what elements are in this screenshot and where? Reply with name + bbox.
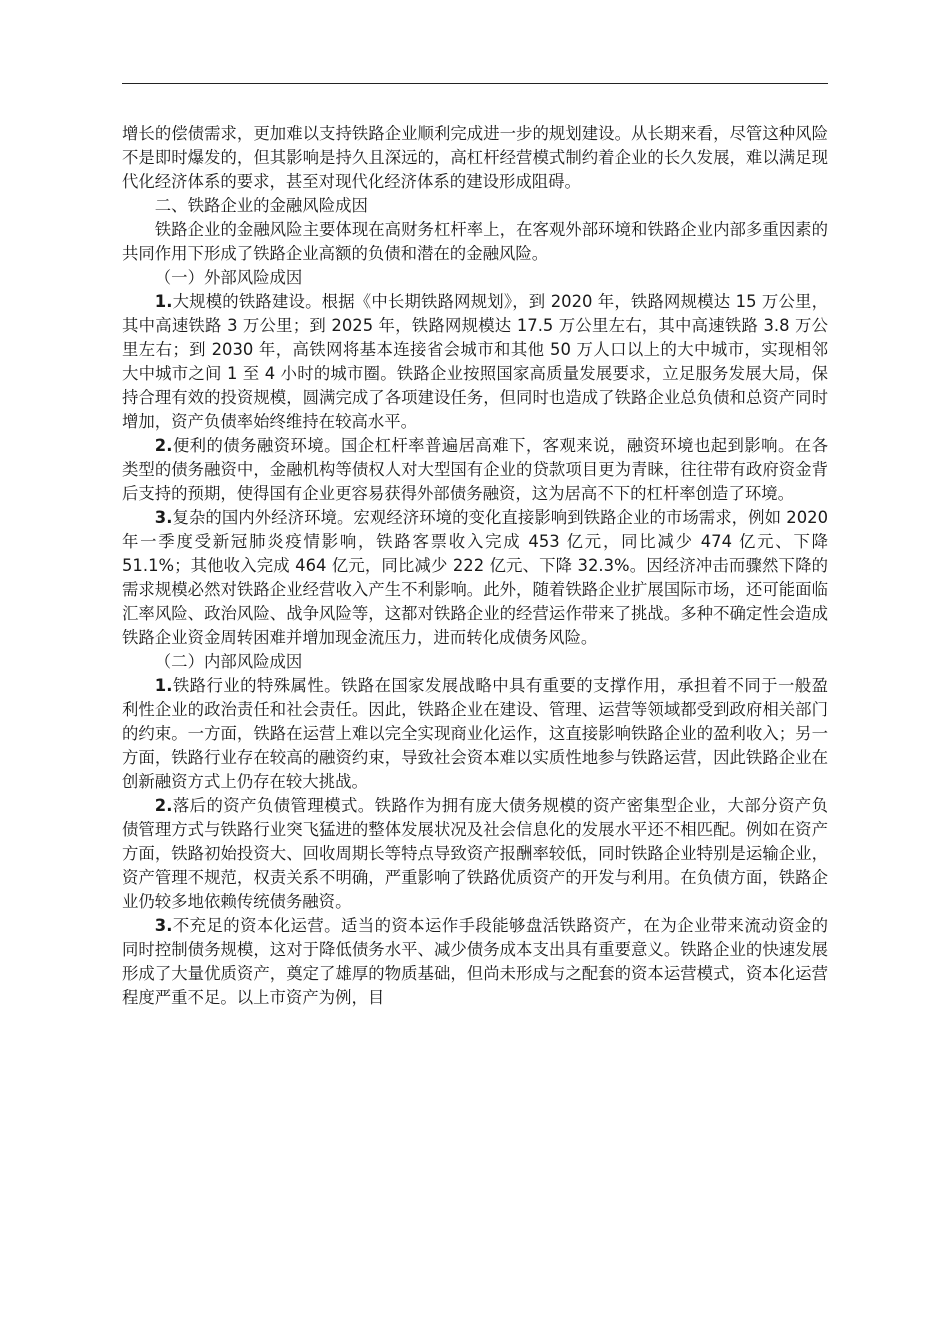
item-number: 1. [154, 292, 173, 311]
paragraph: 增长的偿债需求，更加难以支持铁路企业顺利完成进一步的规划建设。从长期来看，尽管这种风险不是即时爆发的，但其影响是持久且深远的，高杠杆经营模式制约着企业的长久发展，难以满足现代化经济体系的要求，甚至对现代化经济体系的建设形成阻碍。 [122, 124, 828, 191]
numbered-paragraph: 3.复杂的国内外经济环境。宏观经济环境的变化直接影响到铁路企业的市场需求，例如 2020 年一季度受新冠肺炎疫情影响，铁路客票收入完成 453 亿元，同比减少 474 亿元、下降 51.1%；其他收入完成 464 亿元，同比减少 222 亿元、下降 32.3%。因经济冲击而骤然下降的需求规模必然对铁路企业经营收入产生不利影响。此外，随着铁路企业扩展国际市场，还可能面临汇率风险、政治风险、战争风险等，这都对铁路企业的经营运作带来了挑战。多种不确定性会造成铁路企业资金周转困难并增加现金流压力，进而转化成债务风险。 [122, 508, 828, 647]
header-rule [122, 83, 828, 84]
item-number: 1. [154, 676, 173, 695]
numbered-paragraph: 1.大规模的铁路建设。根据《中长期铁路网规划》，到 2020 年，铁路网规模达 15 万公里，其中高速铁路 3 万公里；到 2025 年，铁路网规模达 17.5 万公里左右，其中高速铁路 3.8 万公里左右；到 2030 年，高铁网将基本连接省会城市和其他 50 万人口以上的大中城市，实现相邻大中城市之间 1 至 4 小时的城市圈。铁路企业按照国家高质量发展要求，立足服务发展大局，保持合理有效的投资规模，圆满完成了各项建设任务，但同时也造成了铁路企业总负债和总资产同时增加，资产负债率始终维持在较高水平。 [122, 292, 828, 431]
section-heading: 二、铁路企业的金融风险成因 [154, 196, 368, 215]
numbered-paragraph: 1.铁路行业的特殊属性。铁路在国家发展战略中具有重要的支撑作用，承担着不同于一般盈利性企业的政治责任和社会责任。因此，铁路企业在建设、管理、运营等领域都受到政府相关部门的约束。一方面，铁路在运营上难以完全实现商业化运作，这直接影响铁路企业的盈利收入；另一方面，铁路行业存在较高的融资约束，导致社会资本难以实质性地参与铁路运营，因此铁路企业在创新融资方式上仍存在较大挑战。 [122, 676, 828, 791]
subsection-heading: （一）外部风险成因 [154, 268, 303, 287]
item-number: 2. [154, 796, 173, 815]
item-number: 3. [154, 916, 173, 935]
numbered-paragraph: 2.落后的资产负债管理模式。铁路作为拥有庞大债务规模的资产密集型企业，大部分资产负债管理方式与铁路行业突飞猛进的整体发展状况及社会信息化的发展水平还不相匹配。例如在资产方面，铁路初始投资大、回收周期长等特点导致资产报酬率较低，同时铁路企业特别是运输企业，资产管理不规范，权责关系不明确，严重影响了铁路优质资产的开发与利用。在负债方面，铁路企业仍较多地依赖传统债务融资。 [122, 796, 828, 911]
numbered-paragraph: 2.便利的债务融资环境。国企杠杆率普遍居高难下，客观来说，融资环境也起到影响。在各类型的债务融资中，金融机构等债权人对大型国有企业的贷款项目更为青睐，往往带有政府资金背后支持的预期，使得国有企业更容易获得外部债务融资，这为居高不下的杠杆率创造了环境。 [122, 436, 828, 503]
body-text [122, 122, 828, 1010]
paragraph: 铁路企业的金融风险主要体现在高财务杠杆率上，在客观外部环境和铁路企业内部多重因素的共同作用下形成了铁路企业高额的负债和潜在的金融风险。 [122, 220, 828, 263]
item-number: 3. [154, 508, 173, 527]
numbered-paragraph: 3.不充足的资本化运营。适当的资本运作手段能够盘活铁路资产，在为企业带来流动资金的同时控制债务规模，这对于降低债务水平、减少债务成本支出具有重要意义。铁路企业的快速发展形成了大量优质资产，奠定了雄厚的物质基础，但尚未形成与之配套的资本运营模式，资本化运营程度严重不足。以上市资产为例，目 [122, 916, 828, 1007]
item-number: 2. [154, 436, 173, 455]
subsection-heading: （二）内部风险成因 [154, 652, 303, 671]
